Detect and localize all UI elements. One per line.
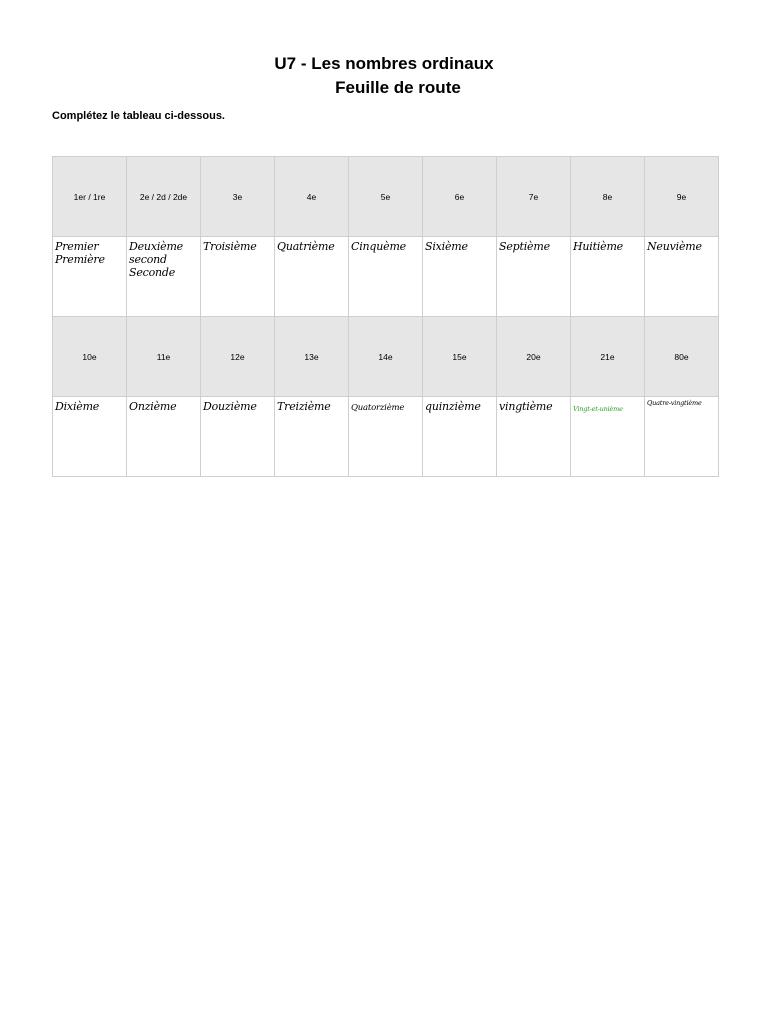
- header-cell: 12e: [201, 317, 275, 397]
- handwritten-answer: Quatre-vingtième: [647, 399, 702, 407]
- handwritten-answer: Neuvième: [647, 240, 702, 253]
- header-cell: 5e: [349, 157, 423, 237]
- answer-cell[interactable]: [497, 397, 571, 477]
- handwritten-answer: Septième: [499, 240, 550, 253]
- header-cell: 80e: [645, 317, 719, 397]
- handwritten-answer: Onzième: [129, 400, 177, 413]
- header-cell: 13e: [275, 317, 349, 397]
- header-cell: 1er / 1re: [53, 157, 127, 237]
- header-cell: 3e: [201, 157, 275, 237]
- handwritten-answer: vingtième: [499, 400, 553, 413]
- header-cell: 2e / 2d / 2de: [127, 157, 201, 237]
- handwritten-answer: Treizième: [277, 400, 331, 413]
- answer-cell[interactable]: [571, 397, 645, 477]
- header-cell: 6e: [423, 157, 497, 237]
- answer-cell[interactable]: [571, 237, 645, 317]
- handwritten-answer: Cinquème: [351, 240, 406, 253]
- handwritten-answer: Deuxième second Seconde: [129, 240, 183, 279]
- instruction-text: Complétez le tableau ci-dessous.: [52, 110, 225, 122]
- handwritten-answer: Huitième: [573, 240, 623, 253]
- handwritten-answer: Premier Première: [55, 240, 105, 266]
- handwritten-answer: Quatrième: [277, 240, 335, 253]
- header-cell: 20e: [497, 317, 571, 397]
- page-title: U7 - Les nombres ordinaux: [274, 54, 494, 73]
- header-cell: 15e: [423, 317, 497, 397]
- answer-cell[interactable]: [201, 237, 275, 317]
- answer-cell[interactable]: [127, 397, 201, 477]
- answer-cell[interactable]: [127, 237, 201, 317]
- answer-row-1: [53, 237, 719, 317]
- handwritten-answer: Douzième: [203, 400, 257, 413]
- answer-cell[interactable]: [645, 397, 719, 477]
- header-cell: 8e: [571, 157, 645, 237]
- answer-cell[interactable]: [497, 237, 571, 317]
- page-subtitle: Feuille de route: [335, 78, 461, 97]
- header-row-1: [53, 157, 719, 237]
- answer-cell[interactable]: [349, 397, 423, 477]
- handwritten-answer: quinzième: [425, 400, 481, 413]
- answer-cell[interactable]: [349, 237, 423, 317]
- handwritten-answer: Troisième: [203, 240, 257, 253]
- answer-cell[interactable]: [645, 237, 719, 317]
- header-cell: 11e: [127, 317, 201, 397]
- handwritten-answer: Dixième: [55, 400, 100, 413]
- header-row-2: [53, 317, 719, 397]
- handwritten-answer: Vingt-et-unième: [573, 405, 623, 413]
- header-cell: 7e: [497, 157, 571, 237]
- answer-cell[interactable]: [201, 397, 275, 477]
- answer-cell[interactable]: [53, 237, 127, 317]
- answer-cell[interactable]: [423, 237, 497, 317]
- header-cell: 4e: [275, 157, 349, 237]
- handwritten-answer: Sixième: [425, 240, 468, 253]
- header-cell: 14e: [349, 317, 423, 397]
- handwritten-answer: Quatorzième: [351, 403, 405, 413]
- answer-cell[interactable]: [275, 397, 349, 477]
- header-cell: 21e: [571, 317, 645, 397]
- answer-cell[interactable]: [423, 397, 497, 477]
- ordinals-table: [52, 156, 719, 477]
- answer-cell[interactable]: [275, 237, 349, 317]
- header-cell: 10e: [53, 317, 127, 397]
- header-cell: 9e: [645, 157, 719, 237]
- answer-cell[interactable]: [53, 397, 127, 477]
- answer-row-2: [53, 397, 719, 477]
